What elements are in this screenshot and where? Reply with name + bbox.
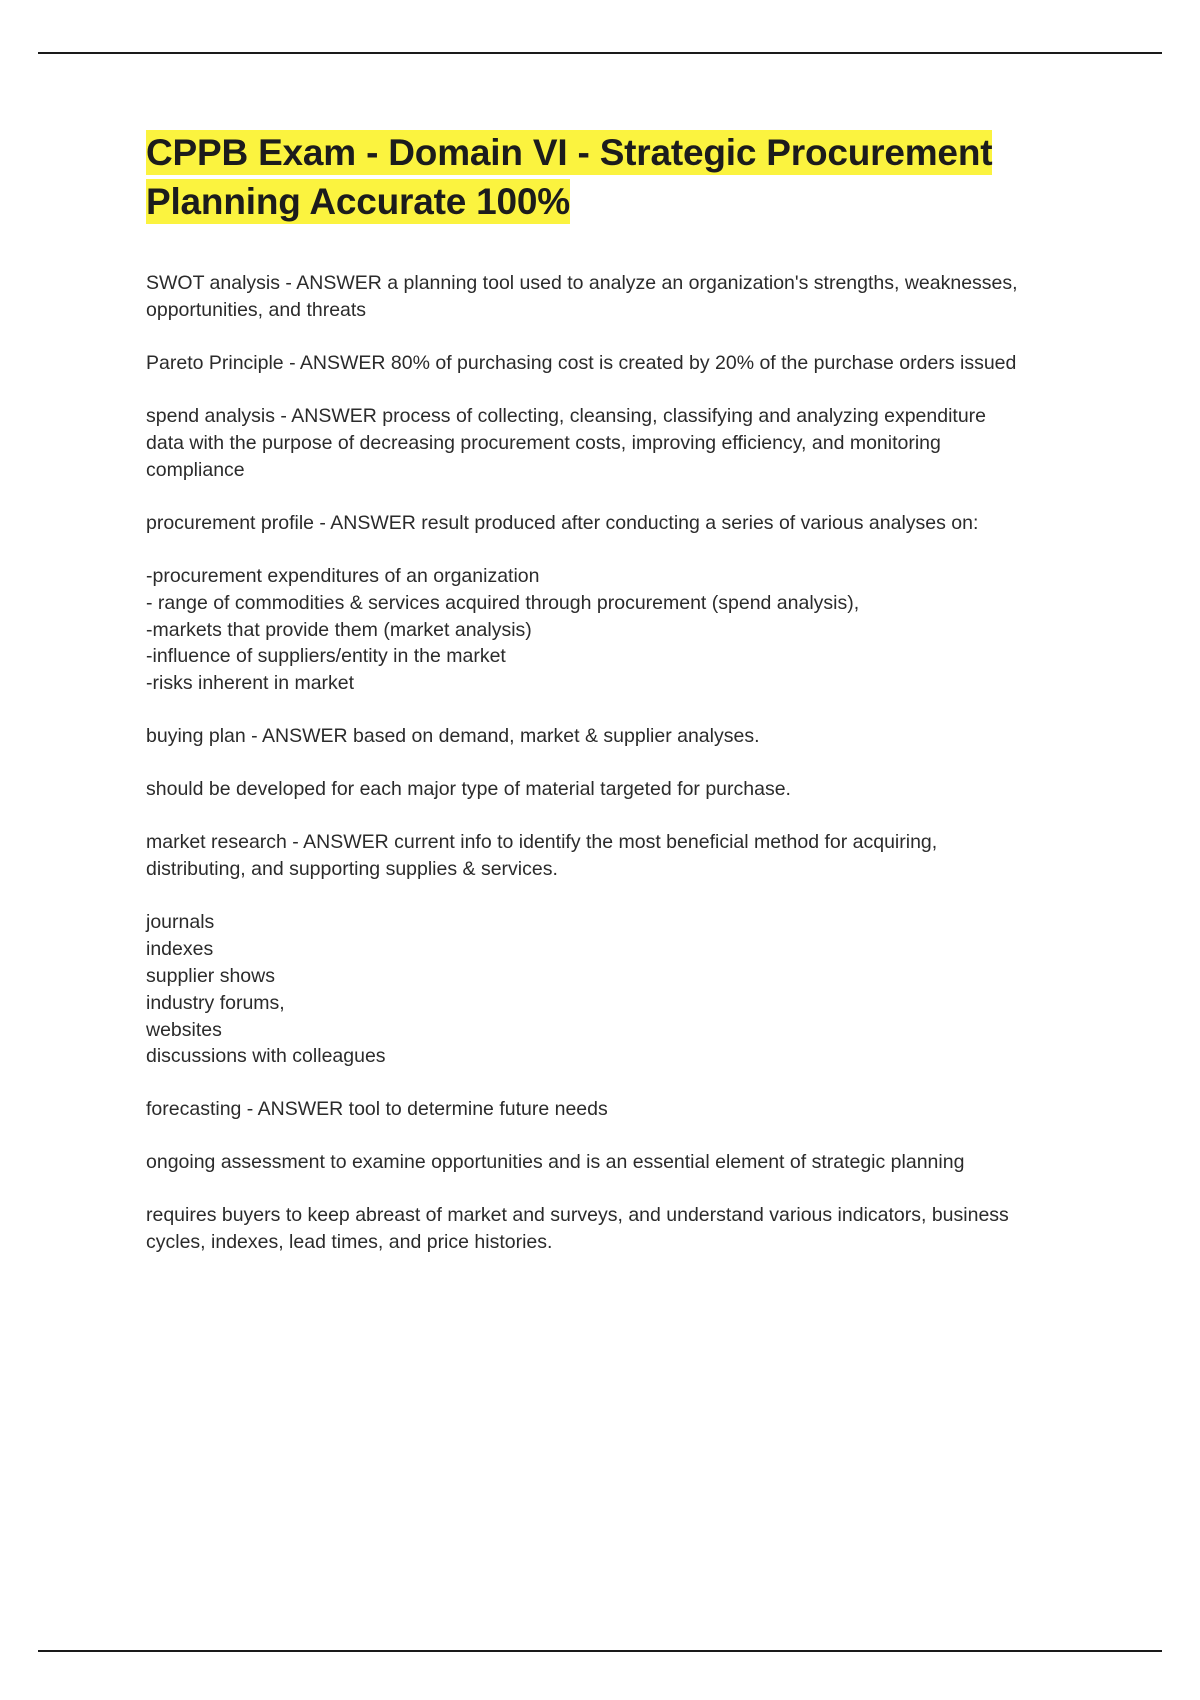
- text-line: ongoing assessment to examine opportunities and is an essential element of strategic planning: [146, 1151, 965, 1174]
- text-block-pareto-principle: [146, 350, 1026, 377]
- text-line: -procurement expenditures of an organization: [146, 564, 540, 587]
- text-block-forecasting-assessment: [146, 1149, 1026, 1176]
- page-bottom-divider: [38, 1650, 1162, 1652]
- text-line: spend analysis - ANSWER process of collecting, cleansing, classifying and analyzing expenditure data with the purpose of decreasing procurement costs, improving efficiency, and monitoring compliance: [146, 405, 987, 481]
- document-body: [146, 128, 1066, 1256]
- text-block-forecasting-requirements: [146, 1202, 1026, 1256]
- page-title-highlight: CPPB Exam - Domain VI - Strategic Procurement Planning Accurate 100%: [146, 132, 993, 223]
- page-title: [146, 128, 1026, 226]
- text-line: - range of commodities & services acquired through procurement (spend analysis),: [146, 591, 860, 614]
- text-line: industry forums,: [146, 991, 285, 1014]
- text-block-forecasting: [146, 1096, 1026, 1123]
- text-line: forecasting - ANSWER tool to determine future needs: [146, 1098, 608, 1121]
- text-line: procurement profile - ANSWER result produced after conducting a series of various analyses on:: [146, 511, 979, 534]
- text-block-market-research-sources: [146, 909, 1026, 1070]
- text-block-swot-analysis: [146, 270, 1026, 324]
- text-line: -risks inherent in market: [146, 672, 355, 695]
- text-block-market-research: [146, 829, 1026, 883]
- text-block-buying-plan: [146, 723, 1026, 750]
- text-line: -influence of suppliers/entity in the market: [146, 645, 506, 668]
- text-block-procurement-profile: [146, 510, 1026, 537]
- text-line: indexes: [146, 937, 214, 960]
- text-line: discussions with colleagues: [146, 1045, 386, 1068]
- text-line: Pareto Principle - ANSWER 80% of purchasing cost is created by 20% of the purchase orders issued: [146, 352, 1017, 375]
- text-line: requires buyers to keep abreast of market and surveys, and understand various indicators, business cycles, indexes, lead times, and price histories.: [146, 1204, 1009, 1254]
- content-blocks: [146, 270, 1066, 1256]
- text-block-buying-plan-note: [146, 776, 1026, 803]
- text-line: buying plan - ANSWER based on demand, market & supplier analyses.: [146, 725, 760, 748]
- text-line: SWOT analysis - ANSWER a planning tool used to analyze an organization's strengths, weaknesses, opportunities, and threats: [146, 272, 1018, 322]
- text-line: market research - ANSWER current info to identify the most beneficial method for acquiring, distributing, and supporting supplies & services.: [146, 831, 938, 880]
- text-block-procurement-profile-list: [146, 563, 1026, 698]
- text-line: journals: [146, 910, 215, 933]
- page-top-divider: [38, 52, 1162, 54]
- text-line: -markets that provide them (market analysis): [146, 618, 532, 641]
- text-line: supplier shows: [146, 964, 275, 987]
- text-block-spend-analysis: [146, 403, 1026, 484]
- text-line: websites: [146, 1018, 222, 1041]
- text-line: should be developed for each major type of material targeted for purchase.: [146, 778, 791, 801]
